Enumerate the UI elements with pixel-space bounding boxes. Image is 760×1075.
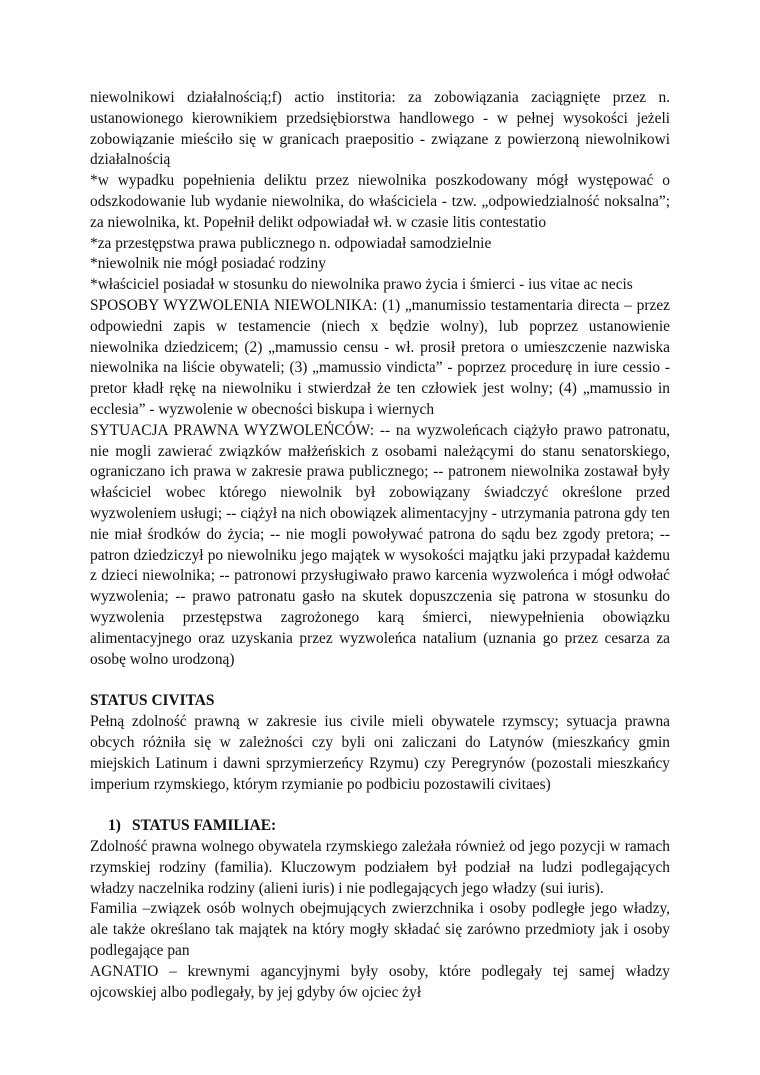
paragraph-familia-definition: Familia –związek osób wolnych obejmujących zwierzchnika i osoby podległe jego władzy, ale także określano tak majątek na który mogły składać się zarówno przedmioty jak i osoby podlegające pan [90,900,670,960]
paragraph-actio-institoria: niewolnikowi działalnością;f) actio institoria: za zobowiązania zaciągnięte przez n. ustanowionego kierownikiem przedsiębiorstwa handlowego - w pełnej wysokości jeżeli zobowiązanie mieściło się w granicach praepositio - związane z powierzoną niewolnikowi działalnością [90,89,670,169]
spacer [90,670,670,691]
list-number: 1) [108,817,121,835]
paragraph-status-civitas: Pełną zdolność prawną w zakresie ius civile mieli obywatele rzymscy; sytuacja prawna obcych różniła się w zależności czy byli oni zaliczani do Latynów (mieszkańcy gmin miejskich Latinum i dawni sprzymierzeńcy Rzymu) czy Peregrynów (pozostali mieszkańcy imperium rzymskiego, którym rzymianie po podbiciu pozostawili civitaes) [90,713,670,793]
paragraph-freedmen-legal-status: SYTUACJA PRAWNA WYZWOLEŃCÓW: -- na wyzwoleńcach ciążyło prawo patronatu, nie mogli zawierać związków małżeńskich z osobami należącymi do stanu senatorskiego, ograniczano ich prawa w zakresie prawa publicznego; -- patronem niewolnika zostawał były właściciel wobec którego niewolnik był zobowiązany świadczyć określone przed wyzwoleniem usługi; -- ciążył na nich obowiązek alimentacyjny - utrzymania patrona gdy ten nie miał środków do życia; -- nie mogli powoływać patrona do sądu bez zgody pretora; -- patron dziedziczył po niewolniku jego majątek w wysokości majątku jaki przypadał każdemu z dzieci niewolnika; -- patronowi przysługiwało prawo karcenia wyzwoleńca i mógł odwołać wyzwolenia; -- prawo patronatu gasło na skutek dopuszczenia się patrona w stosunku do wyzwolenia przestępstwa zagrożonego karą śmierci, niewypełnienia obowiązku alimentacyjnego oraz uzyskania przez wyzwoleńca natalium (uznania go przez cesarza za osobę wolno urodzoną) [90,421,670,668]
document-page [90,88,670,1003]
paragraph-public-crimes: *za przestępstwa prawa publicznego n. odpowiadał samodzielnie [90,234,492,252]
paragraph-ius-vitae-ac-necis: *właściciel posiadał w stosunku do niewolnika prawo życia i śmierci - ius vitae ac necis [90,276,633,294]
paragraph-agnatio: AGNATIO – krewnymi agancyjnymi były osoby, które podlegały tej samej władzy ojcowskiej albo podlegały, by jej gdyby ów ojciec żył [90,962,670,1001]
paragraph-manumission-methods: SPOSOBY WYZWOLENIA NIEWOLNIKA: (1) „manumissio testamentaria directa – przez odpowiedni zapis w testamencie (niech x będzie wolny), lub poprzez ustanowienie niewolnika dziedzicem; (2) „mamussio censu - wł. prosił pretora o umieszczenie nazwiska niewolnika na liście obywateli; (3) „mamussio vindicta” - poprzez procedurę in iure cessio - pretor kładł rękę na niewolniku i stwierdzał że ten człowiek jest wolny; (4) „mamussio in ecclesia” - wyzwolenie w obecności biskupa i wiernych [90,296,670,418]
spacer [90,795,670,816]
heading-status-familiae [90,816,670,837]
heading-status-familiae-text: STATUS FAMILIAE: [132,817,277,835]
paragraph-familia-capacity: Zdolność prawna wolnego obywatela rzymskiego zależała również od jego pozycji w ramach rzymskiej rodziny (familia). Kluczowym podziałem był podział na ludzi podlegających władzy naczelnika rodziny (alieni iuris) i nie podlegających jego władzy (sui iuris). [90,838,670,897]
paragraph-no-family: *niewolnik nie mógł posiadać rodziny [90,255,326,273]
heading-status-civitas: STATUS CIVITAS [90,692,215,710]
paragraph-delict-noxal-liability: *w wypadku popełnienia deliktu przez niewolnika poszkodowany mógł występować o odszkodowanie lub wydanie niewolnika, do właściciela - tzw. „odpowiedzialność noksalna”; za niewolnika, kt. Popełnił delikt odpowiadał wł. w czasie litis contestatio [90,172,670,231]
